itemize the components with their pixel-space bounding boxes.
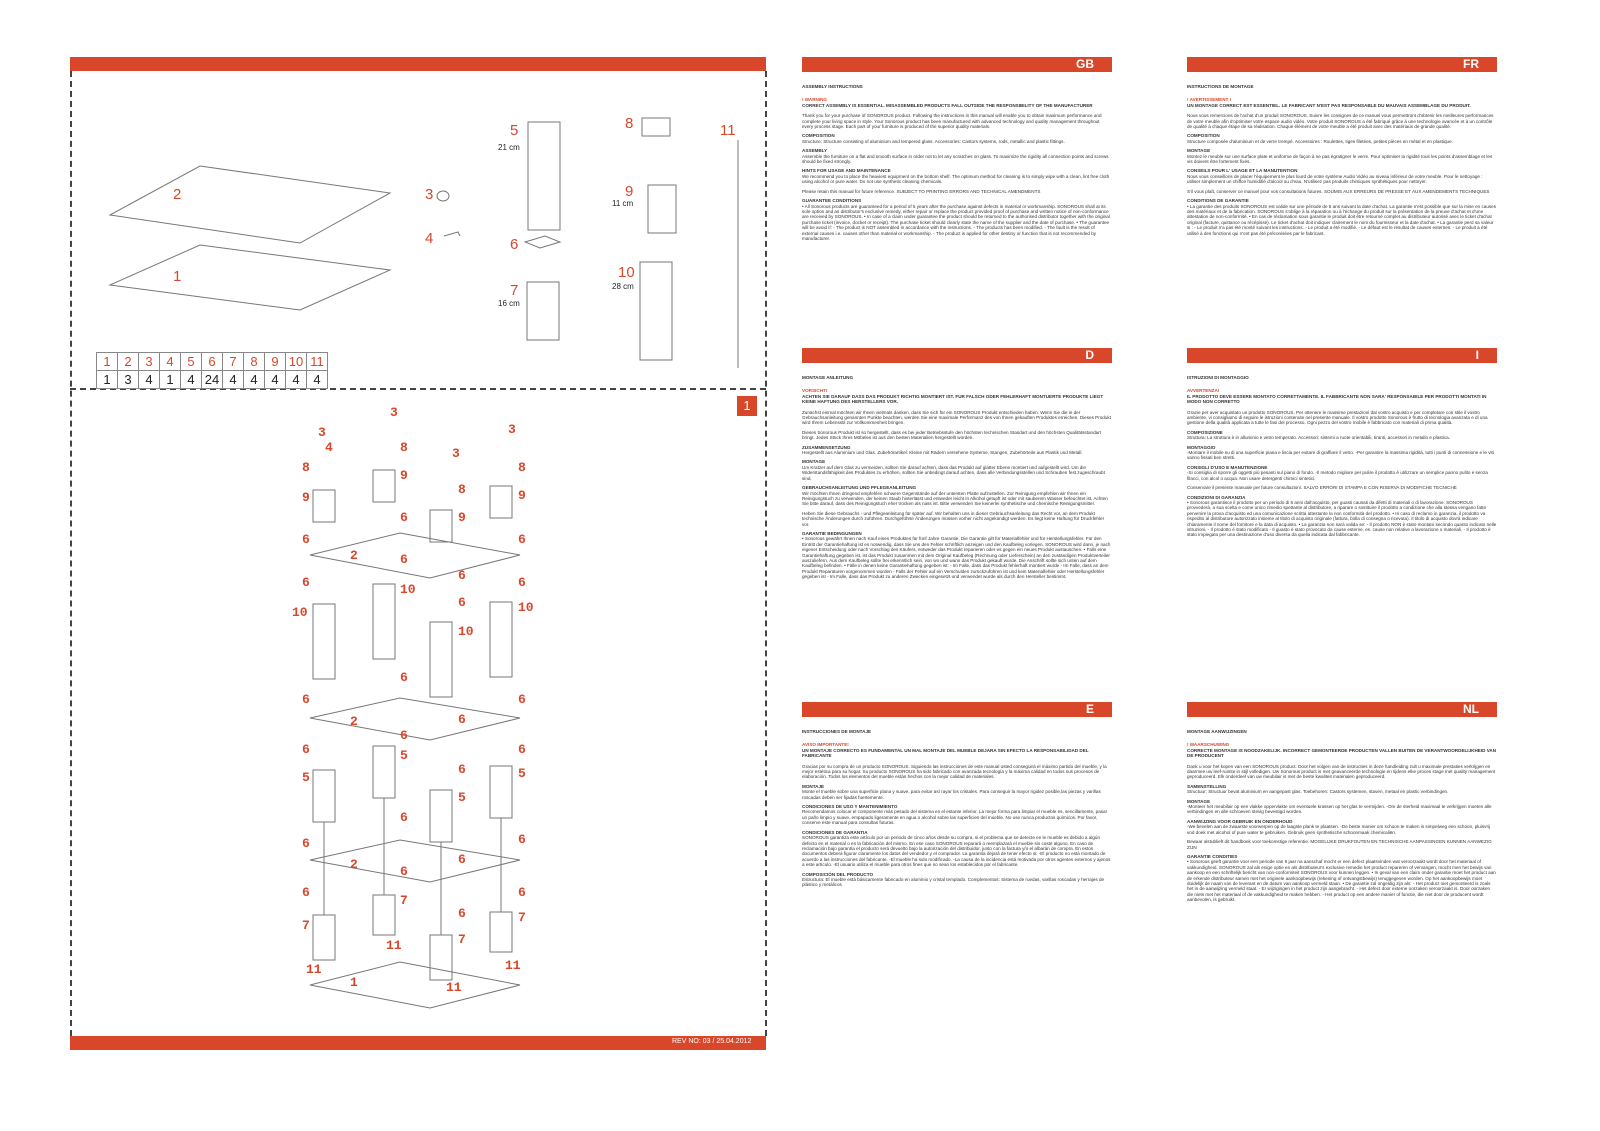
section-d (802, 348, 1112, 584)
section-title: ISTRUZIONI DI MONTAGGIO (1187, 375, 1249, 380)
step-label-6: 6 (518, 692, 526, 707)
part-quantity: 4 (265, 371, 286, 389)
part-quantity: 1 (160, 371, 181, 389)
section-heading: GUARANTEE CONDITIONS (802, 198, 862, 204)
step-label-4: 4 (325, 440, 333, 455)
section-heading: CONDICIONES DE GARANTIA (802, 829, 868, 835)
paragraph: • Sonorous geeft garantie voor een periode van 5 jaar na aanschaf mocht er een defect plaatsvinden wat veroorzaakt wordt door het materiaal of vakkundigheid. SONOROUS zal als enige optie en als distributeur's exclusive remedie het product repareren of vervangen, mocht men het bewijs van aankoop en een schriftelijk bericht van non-conformiteit SONOROUS voor kunnen leggen. • In geval van een claim onder garantie moet het product aan de erkende distributeur samen met het originele aankoopbewijs (rekening of ontvangstbewijs) teruggegeven worden. Op het aankoopbewijs moet duidelijk de naam van de leverant en de datum van aankoop vermeld staan. • De garantie zal ongeldig zijn als: - Het product niet gemonteerd is zoals het in de aanwijzing vermeld staat. - Er wijzigingen in het product zijn aangebracht. - Het defect door externe oorzaken veroorzaakt is. Door oorzaken die niets met het materiaal of de vakkundigheid te maken hebben. - Het product op een andere manier of functie, die niet door de producent wordt aanbevolen, is gebruikt. (1187, 859, 1496, 903)
step-label-6: 6 (458, 762, 466, 777)
part-quantity: 4 (286, 371, 307, 389)
section-e (802, 702, 1112, 892)
part-number: 4 (160, 353, 181, 371)
paragraph: S'il vous plaît, conserver ce manuel pour vos consultations futures. SOUMIS AUX ERREURS DE PRESSE ET AUX AMENDEMENTS TECHNIQUES (1187, 188, 1490, 194)
step-label-2: 2 (350, 714, 358, 729)
step-label-10: 10 (400, 582, 416, 597)
paragraph: • Sonorous gewährt Ihnen nach Kauf eines Produktes für fünf Jahre Garantie. Die Garantie gilt für Materialfehler und für Herstellungsfehler. Für den Eintritt der Garantiehaftung ist es notwendig, dass Sie uns den Fehler schriftlich anzeigen und den Kaufbeleg vorlegen. SONOROUS wird dann, je nach eigener Entscheidung oder nach Vorschlag des Käufers, entweder das Produkt reparieren oder es gegen ein neues Produkt austauschen. • Falls eine Garantiehaftung gegeben ist, ist das Produkt zusammen mit dem Original Kaufbeleg (Rechnung oder Lieferschein) an den zuständigen Produktverteiler auszuliefern. Aus dem Kaufbeleg sollte frei erkenntlich sein, von wo und wann das Produkt gekauft wurde. Die Anschrift sollte sich unten auf dem Kaufbeleg befinden. • Fälle in denen keine Garantiehaftung gegeben ist: - Im Falle, dass das Produkt fehlerhaft montiert wurde - Im Falle, dass an dem Produkt Reparaturen vorgenommen wurden - Falls der Fehler auf ein Verschulden zurückzuführen ist und kein Materialfehler oder Herstellungsfehler gegeben ist - Im Falle, dass das Produkt zu anderen Zwecken eingesetzt und verwendet wurde als durch den Hersteller bestimmt. (802, 536, 1111, 580)
part-number-row (97, 353, 328, 371)
parts-table (96, 352, 328, 389)
paragraph: Thank you for your purchase of SONOROUS product. Following the instructions in this manual will enable you to obtain maximum performance and complete your living space in style. Your Sonorous product has been manufactured with advanced technology and quality management throughout every process stage. Each part of your furniture is produced of the superior quality materials. (802, 113, 1102, 130)
plate-6 (525, 236, 560, 248)
step-label-6: 6 (302, 532, 310, 547)
step-label-1: 1 (350, 975, 358, 990)
paragraph: Recomendamos colocar el componente más pesado del sistema en el estante inferior. La mejor forma para limpiar el mueble es, sencillamente, pasar un paño limpio y suave, empapado ligeramente en agua o alcohol sobre las superficies del mueble. No use nunca productos químicos. Por favor, conserve este manual para consultas futuras. (802, 809, 1108, 826)
label-part-9: 9 (625, 183, 634, 200)
step-label-6: 6 (400, 552, 408, 567)
step-label-2: 2 (350, 857, 358, 872)
paragraph: Dank u voor het kopen van een SONOROUS product. Door het volgen van de instructies in deze handleiding zult u maximale prestaties verkrijgen en daarmee uw leef-ruimte in stijl volledigen. Uw Sonorous product is met geavanceerde technologie en tijdens elke proces stage met quality management geproduceerd. Elk onderdeel van uw meubilair is met de beste kwaliteit materialen geproduceerd. (1187, 763, 1496, 780)
label-part-2: 2 (173, 186, 182, 203)
part-quantity: 4 (181, 371, 202, 389)
paragraph: -Monteer het meubilair op een vlakke oppervlakte om eventuele krassen op het glas te vermijden. -Om de sterheid maximaal te verkrijgen moeten alle verbindingen en alle schroeven stevig bevestigd worden. (1187, 804, 1492, 815)
part-quantity: 4 (223, 371, 244, 389)
label-part-5: 5 (510, 122, 519, 139)
section-heading: CONDITIONS DE GARANTIE (1187, 198, 1249, 204)
section-fr (1187, 57, 1497, 240)
step-label-10: 10 (292, 605, 308, 620)
step-label-6: 6 (458, 568, 466, 583)
label-part-8: 8 (625, 115, 634, 132)
paragraph: Please retain this manual for future reference. SUBJECT TO PRINTING ERRORS AND TECHNICAL AMENDMENTS (802, 188, 1041, 194)
step-label-7: 7 (302, 918, 310, 933)
paragraph: Structuur: Structuur bevat aluminium en aangepast glas. Toebehoren: Castors systemen, staven, metaal en plastic verbindingen. (1187, 789, 1449, 795)
glass-shelf-2 (110, 166, 390, 243)
part-quantity: 1 (97, 371, 118, 389)
part-number: 9 (265, 353, 286, 371)
key-4 (444, 232, 460, 236)
step-label-6: 6 (302, 692, 310, 707)
step-label-9: 9 (302, 490, 310, 505)
step-label-6: 6 (458, 852, 466, 867)
warning-label: VORSICHT! (802, 388, 828, 394)
part-quantity: 4 (139, 371, 160, 389)
paragraph: • All Sonorous products are guaranteed for a period of 5 years after the purchase against defects in material or workmanship. SONOROUS shall at its sole option and as distributor's exclusive remedy, either repair or replace the product provided proof of purchase and written notice of non-conformance are received by SONOROUS. • In case of a claim under guarantee the product should be returned to the authorised distributor together with the original purchase ticket (invoice, docket or receipt). The purchase ticket should clearly state the name of the supplier and the date of purchase. • The guarantee will be avoid if: - The product is NOT assembled in accordance with the instructions. - The products has been modified. - The fault is the result of external causes i.e. causes other than material or workmanship. - The product is applied for other destiny or function that is not recommended by manufacturer. (802, 203, 1110, 241)
paragraph: Struttura: La struttura è in alluminio e vetro temperato. Accessori: sistemi a ruote orientabili, tiranti, accessori in metallo e plastica. (1187, 435, 1450, 441)
section-heading: GARANTIE CONDITIES (1187, 853, 1238, 859)
step-label-6: 6 (518, 575, 526, 590)
step-label-8: 8 (458, 482, 466, 497)
step-label-8: 8 (400, 440, 408, 455)
label-part-11: 11 (720, 122, 736, 139)
step-label-5: 5 (518, 766, 526, 781)
step-label-10: 10 (518, 600, 534, 615)
section-heading: CONDICIONES DE USO Y MANTENIMIENTO (802, 804, 898, 810)
step-label-11: 11 (306, 962, 322, 977)
section-heading: CONSIGLI D'USO E MANUTENZIONE (1187, 464, 1268, 470)
section-title: ASSEMBLY INSTRUCTIONS (802, 84, 863, 89)
warning-text: CORRECTE MONTAGE IS NOODZAKELIJK. INCORRECT GEMONTEERDE PRODUCTEN VALLEN BUITEN DE VERANTWOORDELIJKHEID VAN DE PRODUCENT (1187, 747, 1497, 759)
warning-label: ! AVERTISSEMENT ! (1187, 97, 1232, 103)
section-gb (802, 57, 1112, 245)
dimension-5: 21 cm (498, 143, 520, 152)
part-number: 5 (181, 353, 202, 371)
section-i (1187, 348, 1497, 542)
step-label-6: 6 (518, 832, 526, 847)
tube-5 (528, 122, 560, 230)
dimension-7: 16 cm (498, 299, 520, 308)
paragraph: Montez le meuble sur une surface plate et uniforme de façon à ne pas égratigner le verre. Pour optimiser la rigidité tous les points d'assemblage et les vis doivent être fortement fixés. (1187, 153, 1493, 165)
step-label-6: 6 (400, 810, 408, 825)
section-heading: HINTS FOR USAGE AND MAINTENANCE (802, 168, 891, 174)
paragraph: Wir möchten Ihnen dringend empfehlen schwere Gegenstände auf der untersten Platte aufzustellen. Zur Reinigung empfehlen wir Ihnen ein Reinigungstuch zu verwenden, der keinen Staub hinterlässt und entweder leicht in Alkohol getupft ist oder mit sauberem Wasser befeuchtet ist. Achten Sie bitte darauf, dass des Reinigungstuch eher trocken als nass ist. Bitte verwenden Sie keinerlei synthetische und chemische Reinigungsmittel. (802, 490, 1108, 507)
section-heading: COMPOSIZIONE (1187, 429, 1223, 435)
step-label-5: 5 (302, 770, 310, 785)
label-part-6: 6 (510, 236, 519, 253)
section-code: NL (1187, 702, 1497, 717)
step-label-6: 6 (400, 670, 408, 685)
section-title: MONTAGE ANLEITUNG (802, 375, 854, 380)
step-label-8: 8 (518, 460, 526, 475)
label-part-7: 7 (510, 282, 519, 299)
warning-label: ! WARNING (802, 97, 828, 103)
paragraph: Hergestellt aus Aluminium und Glas. Zubehörartikel: Kleine mit Rädern versehene Systeme, Stangen, Zubehörteile aus Plastik und Metall. (802, 450, 1083, 456)
part-number: 10 (286, 353, 307, 371)
tube-10 (640, 262, 672, 360)
step-label-6: 6 (458, 906, 466, 921)
warning-label: AVVERTENZA! (1187, 388, 1220, 394)
step-label-5: 5 (400, 748, 408, 763)
step-label-11: 11 (446, 980, 462, 995)
section-code: I (1187, 348, 1497, 363)
section-heading: COMPOSITION (1187, 133, 1220, 139)
step-label-10: 10 (458, 624, 474, 639)
paragraph: Um Kratzer auf dem Glas zu vermeiden, sollten Sie darauf achten, dass das Produkt auf glatter Ebene montiert und aufgestellt wird. Um die Widerstandsfähigkeit des Produktes zu erhöhen, sollten Sie unbedingt darauf achten, dass alle Verbindungsstellen und Schrauben fest zugeschraubt sind. (802, 464, 1105, 481)
part-number: 8 (244, 353, 265, 371)
paragraph: Nous vous remercions de l'achat d'un produit SONOROUS. Suivre les consignes de ce manuel vous permettront d'obtenir les meilleures performances de votre meuble afin d'optimiser votre espace audio vidéo. Votre produit SONOROUS a été fabriqué grâce à une technologie avancée et à un contrôle de qualité à chaque étape de sa réalisation. Chaque élément de votre meuble a été produit avec des matériaux de grande qualité. (1187, 113, 1494, 130)
cap-8 (642, 118, 670, 136)
section-code: GB (802, 57, 1112, 72)
step-label-2: 2 (350, 548, 358, 563)
paragraph: Bewaar alstublieft dit handboek voor toekomstige referentie. MOGELIJKE DRUKFOUTEN EN TECHNISCHE AANPASSINGEN KUNNEN AANWEZIG ZIJN (1187, 839, 1492, 850)
part-quantity: 4 (244, 371, 265, 389)
warning-label: AVISO IMPORTANTE! (802, 742, 849, 748)
paragraph: Zunächst einmal möchten wir Ihnen vielmals danken, dass Sie sich für ein SONOROUS Produkt entschieden haben. Wenn Sie die in der Gebrauchsanleitung genannten Punkte beachten, werden Sie eine maximale Performanz des von Ihnen gekauften Produktes erreichen. Dieses Produkt wird Ihrem Lebensstil zur Vollkommenheit bringen. (802, 409, 1111, 426)
step-label-3: 3 (452, 446, 460, 461)
section-heading: MONTAGE (1187, 798, 1211, 804)
step-label-3: 3 (508, 422, 516, 437)
step-label-11: 11 (386, 938, 402, 953)
label-part-1: 1 (173, 268, 182, 285)
part-number: 6 (202, 353, 223, 371)
step-label-6: 6 (400, 728, 408, 743)
paragraph: SONOROUS garantiza este artículo por un periodo de cinco años desde su compra, si el problema que se detecte en le mueble es debido a algún defecto en el material o en la fabricación del mismo. En ese caso SONOROUS reparará o reemplazará el mueble sin coste alguno. En caso de reclamación bajo garantía el producto será devuelto bajo la autorización del distribuidor, junto con la factura y/o el albarán de compra. En estos documentos deberá figurar claramente los datos del vendedor y el comprador. La garantía dejará de tener efecto si: -El producto no está montado de acuerdo a las instrucciones del fabricante. -El mueble ha sido modificado. -La causa de la incidencia está motivada por otros agentes externos y ajenos a este artículo. -El usuario utiliza el mueble para otros fines que no sean los establecidos por el fabricante. (802, 835, 1111, 868)
step-number-badge: 1 (737, 396, 757, 416)
dimension-10: 28 cm (612, 282, 634, 291)
paragraph: Gracias por su compra de un producto SONOROUS. Siguiendo las instrucciones de este manual usted conseguirá el máximo partido del mueble, y la mejor estética para su hogar. Su producto SONOROUS ha sido fabricado con avanzada tecnología y la máxima calidad en todos sus procesos de elaboración. Todos los elementos del mueble están hechos con la mejor calidad de materiales. (802, 763, 1107, 780)
paragraph: Assemble the furniture on a flat and smooth surface in order not to let any scratches on glass. To maximize the rigidity all connection points and screws should be fixed strongly. (802, 153, 1109, 165)
step-label-11: 11 (505, 958, 521, 973)
warning-text: IL PRODOTTO DEVE ESSERE MONTATO CORRETTAMENTE. IL FABBRICANTE NON SARA' RESPONSABILE PER PRODOTTI MONTATI IN MODO NON CORRETTO (1187, 393, 1487, 405)
paragraph: -Si consiglia di riporre gli oggetti più pesanti sul piano di fondo. -Il metodo migliore per pulire il prodotto è utilizzare un semplice panno pulito e senza filacci, con alcol o acqua. Non usare detergenti chimici sintetici. (1187, 470, 1488, 481)
warning-text: CORRECT ASSEMBLY IS ESSENTIAL. MISASSEMBLED PRODUCTS FALL OUTSIDE THE RESPONSIBILITY OF THE MANUFACTURER (802, 102, 1093, 108)
paragraph: Conservare il presente manuale per future consultazioni. SALVO ERRORI DI STAMPA E CON RISERVA DI MODIFICHE TECNICHE (1187, 485, 1457, 491)
paragraph: Monte el mueble sobre una superficie plana y suave, para evitar así rayar los cristales. Para conseguir la mayor rigidez posible,las piezas y varillas roscadas deben ser fijadas fuertemente. (802, 789, 1101, 800)
part-number: 3 (139, 353, 160, 371)
section-heading: MONTAGGIO (1187, 444, 1216, 450)
step-label-7: 7 (400, 893, 408, 908)
section-code: E (802, 702, 1112, 717)
paragraph: Structure composée d'aluminium et de verre trempé. Accessoires : Roulettes, tiges filetées, petites pièces en métal et en plastique. (1187, 138, 1453, 144)
step-label-8: 8 (302, 460, 310, 475)
section-heading: MONTAGE (802, 459, 826, 465)
connector-3 (437, 191, 449, 201)
part-quantity: 4 (307, 371, 328, 389)
paragraph: -We bevelen aan de zwaarste voorwerpen op de laagste plank te plaatsen. -De beste manier om schoon te maken is simpelweg een schoon, pluisvrij vod doek met alcohol of pure water te gebruiken. Gebruik geen synthetische schoonmaak chemicaliën. (1187, 824, 1491, 835)
section-heading: GARANTIE BEDINGUNGEN (802, 530, 862, 536)
section-title: INSTRUCCIONES DE MONTAJE (802, 729, 872, 734)
part-quantity-row (97, 371, 328, 389)
section-title: MONTAGE AANWIJZINGEN (1187, 729, 1247, 734)
section-nl (1187, 702, 1497, 907)
part-number: 2 (118, 353, 139, 371)
paragraph: Grazie per aver acquistato un prodotto SONOROUS. Per ottenere le massime prestazioni dal vostro acquisto e per completare con stile il vostro ambiente, vi consigliamo di seguire le istruzioni contenute nel presente manuale. Il vostro prodotto Sonorous è frutto di tecnologia avanzata e di una gestione della qualità applicata a tutte le fasi del processo. Ogni pezzo del vostro mobile è fabbricato con materiali di prima qualità. (1187, 409, 1488, 426)
dimension-9: 11 cm (612, 199, 634, 208)
step-label-6: 6 (302, 575, 310, 590)
step-label-6: 6 (302, 742, 310, 757)
part-quantity: 3 (118, 371, 139, 389)
step-label-6: 6 (518, 742, 526, 757)
paragraph: Nous vous conseillons de placer l'équipement le plus lourd de votre système Audio Vidéo au niveau inférieur de votre meuble. Pour le nettoyage : utiliser simplement un chiffon humidifié d'alcool ou d'eau. N'utilisez pas produits chimiques synthétiques pour nettoyer. (1187, 173, 1483, 185)
step-label-7: 7 (458, 932, 466, 947)
step-label-6: 6 (458, 595, 466, 610)
paragraph: -Montare il mobile su di una superficie piana e liscia per evitare di graffiare il vetro. -Per garantire la massima rigidità, tutti i punti di connessione e le viti vanno fissati ben stretti. (1187, 450, 1494, 461)
step-label-6: 6 (400, 510, 408, 525)
warning-text: ACHTEN SIE DARAUF DASS DAS PRODUKT RICHTIG MONTIERT IST. FUR FALSCH ODER FEHLERHAFT MONTUERTE PRODUKTE LIEGT KEINE HAFTUNG DES HERSTELLERS VOR. (802, 393, 1104, 405)
step-label-6: 6 (458, 712, 466, 727)
step-label-6: 6 (302, 885, 310, 900)
paragraph: Structure: Structure consisting of aluminium and tempered glass. Accessories: Castors systems, rods, metallic and plastic fittings. (802, 138, 1065, 144)
section-title: INSTRUCTIONS DE MONTAGE (1187, 84, 1254, 89)
section-code: D (802, 348, 1112, 363)
paragraph: Heben Sie diese Gebrauchs - und Pflegeanleitung für später auf. Wir behalten uns in dieser Gebrauchsanleitung das Recht vor, an dem Produkt technische Änderungen durch zuführen. Durchgeführte Änderungen müssen vorher nicht angekündigt werden. Es liegt keine Haftung für Druckfehler vor. (802, 510, 1105, 527)
section-heading: GEBRAUCHSANLEITUNG UND PFLEGEANLEITUNG (802, 485, 917, 491)
section-heading: MONTAGE (1187, 148, 1211, 154)
step-label-9: 9 (458, 510, 466, 525)
section-code: FR (1187, 57, 1497, 72)
section-heading: SAMENSTELLING (1187, 783, 1227, 789)
label-part-4: 4 (425, 230, 434, 247)
tube-7 (527, 282, 559, 340)
section-heading: MONTAJE (802, 783, 825, 789)
paragraph: Dieses Sonorous Produkt ist so hergestellt, dass es bei jeder Betriebsstufe den höchsten technischen Standart und den höchsten Qualitätsstandart bringt. Jedes Stück Ihres Möbeles ist aus den besten Materialien hergestellt worden. (802, 429, 1102, 441)
paragraph: Estructura: El mueble está básicamente fabricado en aluminio y cristal templado. Complementos: Sistema de ruedas, varillas roscadas y herrajes de plástico y metálicos (802, 876, 1105, 888)
part-number: 1 (97, 353, 118, 371)
step-label-9: 9 (518, 488, 526, 503)
tube-9 (648, 185, 676, 233)
step-label-6: 6 (400, 864, 408, 879)
section-heading: COMPOSITION (802, 133, 835, 139)
section-heading: ZUSAMMENSETZUNG (802, 444, 851, 450)
revision-label: REV NO: 03 / 25.04.2012 (672, 1038, 752, 1045)
section-heading: ASSEMBLY (802, 148, 828, 154)
step-label-3: 3 (390, 405, 398, 420)
step-label-6: 6 (302, 836, 310, 851)
warning-label: ! WAARSCHUWING (1187, 742, 1230, 748)
section-heading: AANWIJZING VOOR GEBRUIK EN ONDERHOUD (1187, 818, 1293, 824)
label-part-10: 10 (618, 264, 635, 281)
section-heading: CONSEILS POUR L' USAGE ET LA MANUTENTION (1187, 168, 1298, 174)
paragraph: We recommend you to place the heaviest equipment on the bottom shelf. The optimum method for cleaning is to simply wipe with a clean, lint free cloth using alcohol or pure water. Do not use synthetic cleaning chemicals. (802, 173, 1110, 185)
step-label-7: 7 (518, 910, 526, 925)
part-number: 11 (307, 353, 328, 371)
section-heading: CONDIZIONI DI GARANZIA (1187, 494, 1246, 500)
warning-text: UN MONTAGE CORRECT EST ESSENTIEL. LE FABRICANT N'EST PAS RESPONSABLE DU MAUVAIS ASSEMBLAGE DU PRODUIT. (1187, 102, 1471, 108)
part-number: 7 (223, 353, 244, 371)
section-heading: COMPOSICIÓN DEL PRODUCTO (802, 871, 874, 877)
step-label-6: 6 (518, 885, 526, 900)
step-label-3: 3 (318, 425, 326, 440)
label-part-3: 3 (425, 186, 434, 203)
warning-text: UN MONTAJE CORRECTO ES FUNDAMENTAL UN MAL MONTAJE DEL MUEBLE DEJARA SIN EFECTO LA RESPONSABILIDAD DEL FABRICANTE (802, 747, 1089, 759)
step-label-5: 5 (458, 790, 466, 805)
paragraph: • Sonorous garantisce il prodotto per un periodo di 5 anni dall'acquisto, per guasti causati da difetti di materiali o di lavorazione. SONOROUS provvederà, a sua scelta e come unico rimedio spettante al distributore, a riparare o sostituire il prodotto a condizione che alla stessa vengano fatte pervenire la prova d'acquisto ed una comunicazione scritta attestante la non conformità del prodotto. • In caso di reclamo in garanzia, il prodotto va rispedito al distributore autorizzato insieme al titolo di acquisto originale (fattura, bolla di consegna o ricevuta). Il titolo di acquisto dovrà indicare chiaramente il nome del fornitore e la data di acquisto. • La garanzia non sarà valida se: - Il prodotto NON è stato montato secondo quanto indicato nelle istruzioni. - Il prodotto è stato modificato - Il guasto è stato provocato da cause esterne, es. cause non relative a lavorazione o materiali. - Il prodotto è stato impiegato per una destinazione d'uso diversa da quella indicata dal fabbricante. (1187, 499, 1497, 538)
glass-shelf-1 (110, 245, 390, 310)
part-quantity: 24 (202, 371, 223, 389)
step-label-6: 6 (518, 532, 526, 547)
paragraph: • La garantie des produits SONOROUS est valide sur une période de 5 ans suivant la date d'achat. La garantie n'est possible que sur la mise en causes des matériaux et de la fabrication. SONOROUS s'oblige à la réparation ou à l'échange du produit sur la présentation de la preuve d'achat et d'une attestation de non-conformité. • En cas de réclamation sous garantie le produit doit être retourné complet au distributeur autorisé avec le ticket d'achat original (facture, quittance ou récépissé). Le ticket d'achat doit indiquer clairement le nom du fournisseur et la date d'achat. • La garantie perd sa valeur si : - Le produit n'a pas été monté suivant les instructions. - Le produit a été modifié. - Le défaut est le résultat de causes externes. - Le produit a été utilisé à des fonctions qui n'ont pas été préconisées par le fabricant. (1187, 203, 1497, 236)
step-label-9: 9 (400, 468, 408, 483)
